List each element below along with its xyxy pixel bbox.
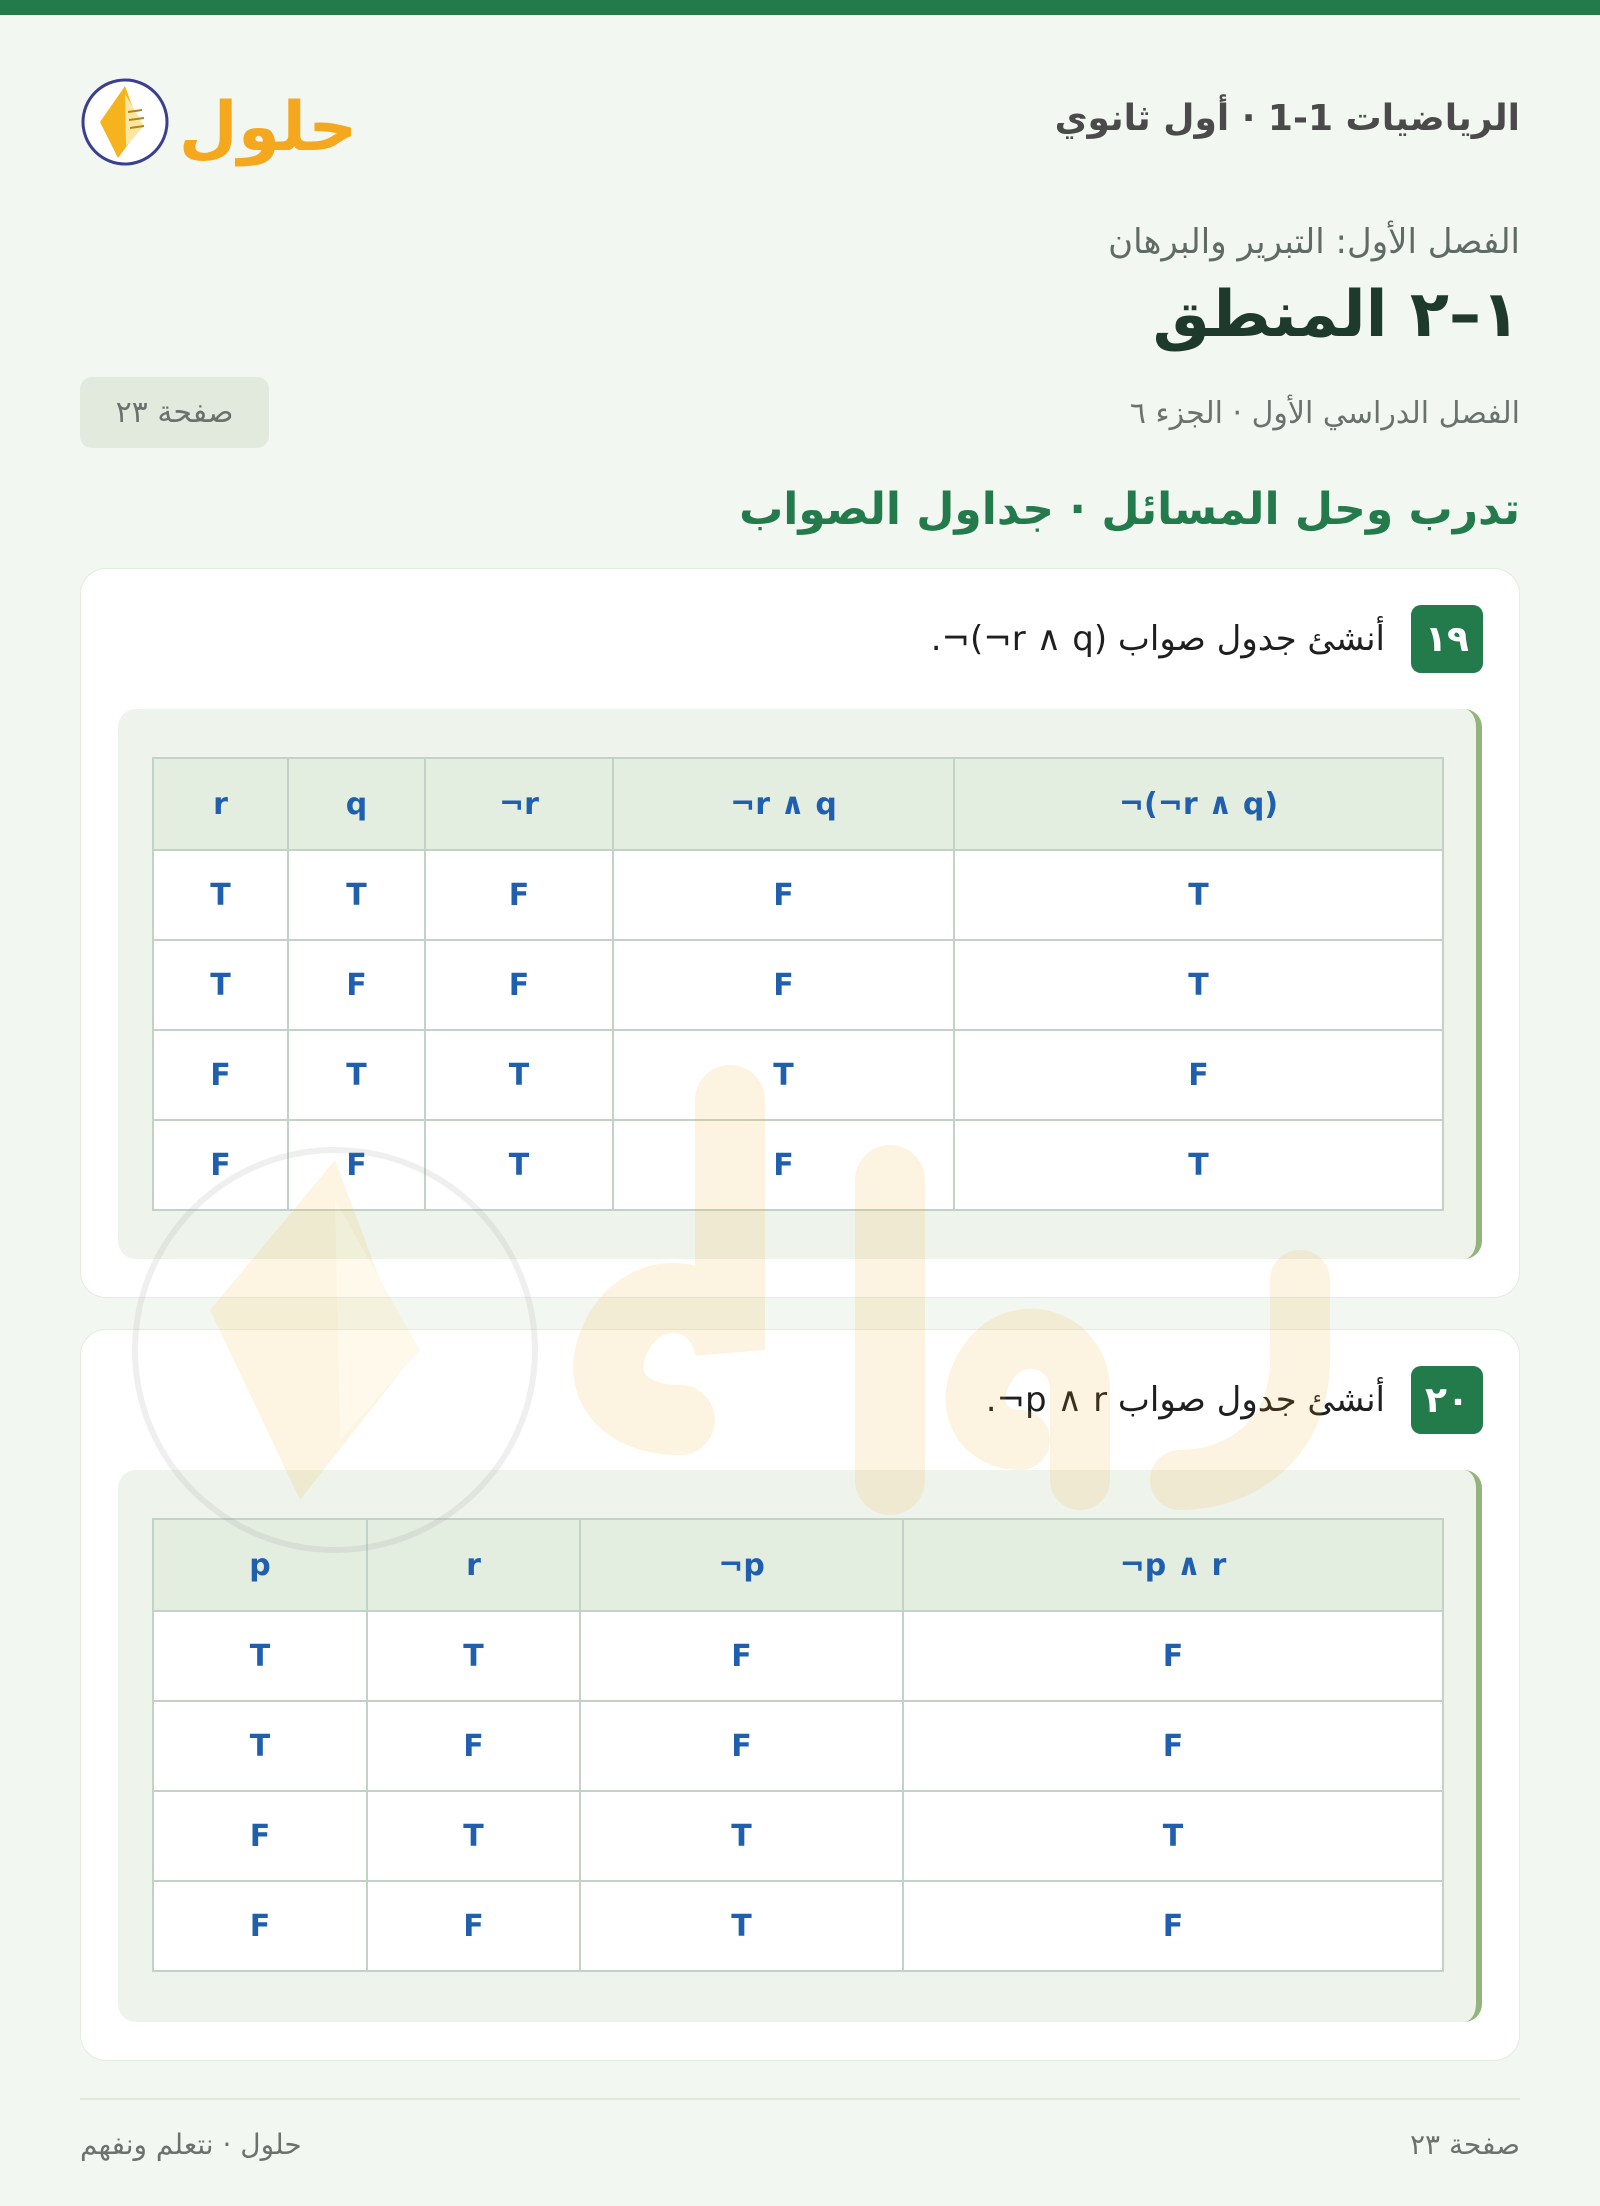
table-row — [153, 1881, 1443, 1971]
subject-title: الرياضيات 1-1 · أول ثانوي — [1054, 98, 1520, 139]
table-row — [153, 1701, 1443, 1791]
table-cell: T — [580, 1881, 903, 1971]
column-header: ¬r ∧ q — [613, 758, 954, 850]
footer-brand: حلول · نتعلم ونفهم — [80, 2128, 302, 2161]
table-cell: T — [153, 1611, 367, 1701]
term-info: الفصل الدراسي الأول · الجزء ٦ — [1129, 396, 1520, 431]
answer-box — [118, 1470, 1482, 2022]
table-cell: F — [153, 1881, 367, 1971]
footer-divider — [80, 2098, 1520, 2100]
table-cell: T — [613, 1030, 954, 1120]
table-cell: F — [613, 940, 954, 1030]
table-cell: F — [288, 1120, 425, 1210]
table-cell: F — [153, 1791, 367, 1881]
table-row — [153, 940, 1443, 1030]
table-cell: T — [288, 1030, 425, 1120]
question-card-19 — [80, 568, 1520, 1298]
section-title: تدرب وحل المسائل · جداول الصواب — [739, 484, 1520, 535]
table-cell: T — [425, 1030, 613, 1120]
column-header: p — [153, 1519, 367, 1611]
question-prompt: أنشئ جدول صواب ¬p ∧ r. — [985, 1380, 1385, 1420]
table-cell: T — [288, 850, 425, 940]
table-cell: F — [288, 940, 425, 1030]
table-cell: F — [425, 940, 613, 1030]
question-number: ١٩ — [1411, 605, 1483, 673]
table-cell: F — [954, 1030, 1443, 1120]
table-row — [153, 1030, 1443, 1120]
table-cell: T — [954, 850, 1443, 940]
table-cell: T — [153, 850, 288, 940]
table-cell: F — [613, 850, 954, 940]
column-header: ¬p — [580, 1519, 903, 1611]
lesson-title: ١–٢ المنطق — [1152, 278, 1520, 352]
answer-box — [118, 709, 1482, 1259]
table-cell: F — [580, 1611, 903, 1701]
table-row — [153, 1611, 1443, 1701]
table-cell: F — [903, 1881, 1443, 1971]
column-header: ¬(¬r ∧ q) — [954, 758, 1443, 850]
truth-table — [152, 757, 1444, 1211]
question-card-20 — [80, 1329, 1520, 2061]
top-accent-bar — [0, 0, 1600, 15]
question-number: ٢٠ — [1411, 1366, 1483, 1434]
table-cell: F — [425, 850, 613, 940]
logo-text: حلول — [178, 88, 358, 167]
table-header-row — [153, 758, 1443, 850]
table-cell: F — [903, 1701, 1443, 1791]
column-header: ¬p ∧ r — [903, 1519, 1443, 1611]
column-header: r — [153, 758, 288, 850]
hulul-logo — [78, 64, 358, 179]
footer-page-number: صفحة ٢٣ — [1409, 2128, 1520, 2161]
table-header-row — [153, 1519, 1443, 1611]
table-row — [153, 1120, 1443, 1210]
table-cell: F — [580, 1701, 903, 1791]
table-cell: F — [153, 1120, 288, 1210]
table-cell: F — [153, 1030, 288, 1120]
table-cell: F — [613, 1120, 954, 1210]
table-cell: T — [367, 1791, 580, 1881]
truth-table — [152, 1518, 1444, 1972]
table-cell: T — [425, 1120, 613, 1210]
question-expression: ¬(¬r ∧ q) — [941, 619, 1108, 659]
question-prompt: أنشئ جدول صواب ¬(¬r ∧ q). — [930, 619, 1385, 659]
table-cell: F — [367, 1701, 580, 1791]
table-cell: T — [954, 940, 1443, 1030]
table-row — [153, 850, 1443, 940]
table-cell: F — [903, 1611, 1443, 1701]
question-expression: ¬p ∧ r — [996, 1380, 1108, 1420]
page-badge: صفحة ٢٣ — [80, 377, 269, 448]
chapter-title: الفصل الأول: التبرير والبرهان — [1108, 222, 1520, 262]
table-cell: F — [367, 1881, 580, 1971]
table-cell: T — [367, 1611, 580, 1701]
column-header: ¬r — [425, 758, 613, 850]
table-cell: T — [580, 1791, 903, 1881]
table-cell: T — [903, 1791, 1443, 1881]
table-cell: T — [153, 1701, 367, 1791]
table-cell: T — [153, 940, 288, 1030]
column-header: r — [367, 1519, 580, 1611]
column-header: q — [288, 758, 425, 850]
table-row — [153, 1791, 1443, 1881]
table-cell: T — [954, 1120, 1443, 1210]
